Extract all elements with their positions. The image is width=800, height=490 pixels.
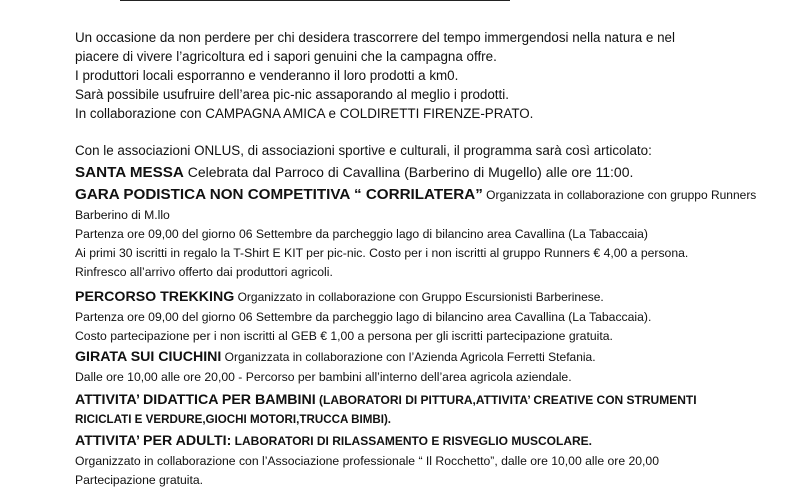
intro-line: I produttori locali esporranno e venderanno il loro prodotti a km0. (75, 68, 459, 83)
trekking-text: Organizzato in collaborazione con Gruppo Escursionisti Barberinese. (234, 290, 604, 304)
santa-messa-line (75, 161, 775, 184)
trekking-title: PERCORSO TREKKING (75, 289, 235, 305)
document-page (75, 28, 775, 490)
gara-heading (75, 184, 775, 206)
adulti-heading (75, 430, 775, 452)
gara-text: Organizzata in collaborazione con gruppo Runners (482, 188, 757, 202)
santa-messa-text: Celebrata dal Parroco di Cavallina (Barberino di Mugello) alle ore 11:00. (183, 164, 634, 180)
didattica-heading (75, 389, 775, 411)
program-intro: Con le associazioni ONLUS, di associazioni sportive e culturali, il programma sarà così articolato: (75, 143, 652, 158)
adulti-detail: Organizzato in collaborazione con l’Associazione professionale “ Il Rocchetto”, dalle ore 10,00 alle ore 20,00 (75, 454, 659, 468)
spacer (75, 123, 775, 141)
ciuchini-title: GIRATA SUI CIUCHINI (75, 349, 222, 365)
didattica-text: (LABORATORI DI PITTURA,ATTIVITA’ CREATIVE CON STRUMENTI (315, 393, 697, 407)
intro-line: Un occasione da non perdere per chi desidera trascorrere del tempo immergendosi nella natura e nel (75, 30, 675, 45)
trekking-detail: Partenza ore 09,00 del giorno 06 Settembre da parcheggio lago di bilancino area Cavallina (La Tabaccaia). (75, 310, 652, 324)
ciuchini-detail: Dalle ore 10,00 alle ore 20,00 - Percorso per bambini all’interno dell’area agricola aziendale. (75, 370, 572, 384)
gara-detail: Partenza ore 09,00 del giorno 06 Settembre da parcheggio lago di bilancino area Cavallina (La Tabaccaia) (75, 227, 648, 241)
gara-detail: Ai primi 30 iscritti in regalo la T-Shirt E KIT per pic-nic. Costo per i non iscritti al gruppo Runners € 4,00 a persona. (75, 246, 689, 260)
trekking-heading (75, 286, 775, 308)
adulti-detail: Partecipazione gratuita. (75, 473, 204, 487)
gara-title: GARA PODISTICA NON COMPETITIVA “ CORRILATERA” (75, 186, 483, 203)
gara-detail: Rinfresco all’arrivo offerto dai produttori agricoli. (75, 265, 333, 279)
ciuchini-text: Organizzata in collaborazione con l’Azienda Agricola Ferretti Stefania. (221, 350, 596, 364)
adulti-text: LABORATORI DI RILASSAMENTO E RISVEGLIO MUSCOLARE. (231, 434, 593, 448)
didattica-title: ATTIVITA’ DIDATTICA PER BAMBINI (75, 392, 316, 408)
didattica-line2: RICICLATI E VERDURE,GIOCHI MOTORI,TRUCCA BIMBI). (75, 413, 392, 426)
intro-line: Sarà possibile usufruire dell’area pic-nic assaporando al meglio i prodotti. (75, 87, 509, 102)
intro-line: In collaborazione con CAMPAGNA AMICA e COLDIRETTI FIRENZE-PRATO. (75, 106, 534, 121)
top-rule (120, 0, 510, 1)
ciuchini-heading (75, 346, 775, 368)
adulti-title: ATTIVITA’ PER ADULTI: (75, 433, 232, 449)
intro-section (75, 28, 775, 123)
trekking-detail: Costo partecipazione per i non iscritti al GEB € 1,00 a persona per gli iscritti partecipazione gratuita. (75, 329, 613, 343)
santa-messa-title: SANTA MESSA (75, 164, 184, 181)
gara-detail: Barberino di M.llo (75, 208, 170, 222)
intro-line: piacere di vivere l’agricoltura ed i sapori genuini che la campagna offre. (75, 49, 497, 64)
